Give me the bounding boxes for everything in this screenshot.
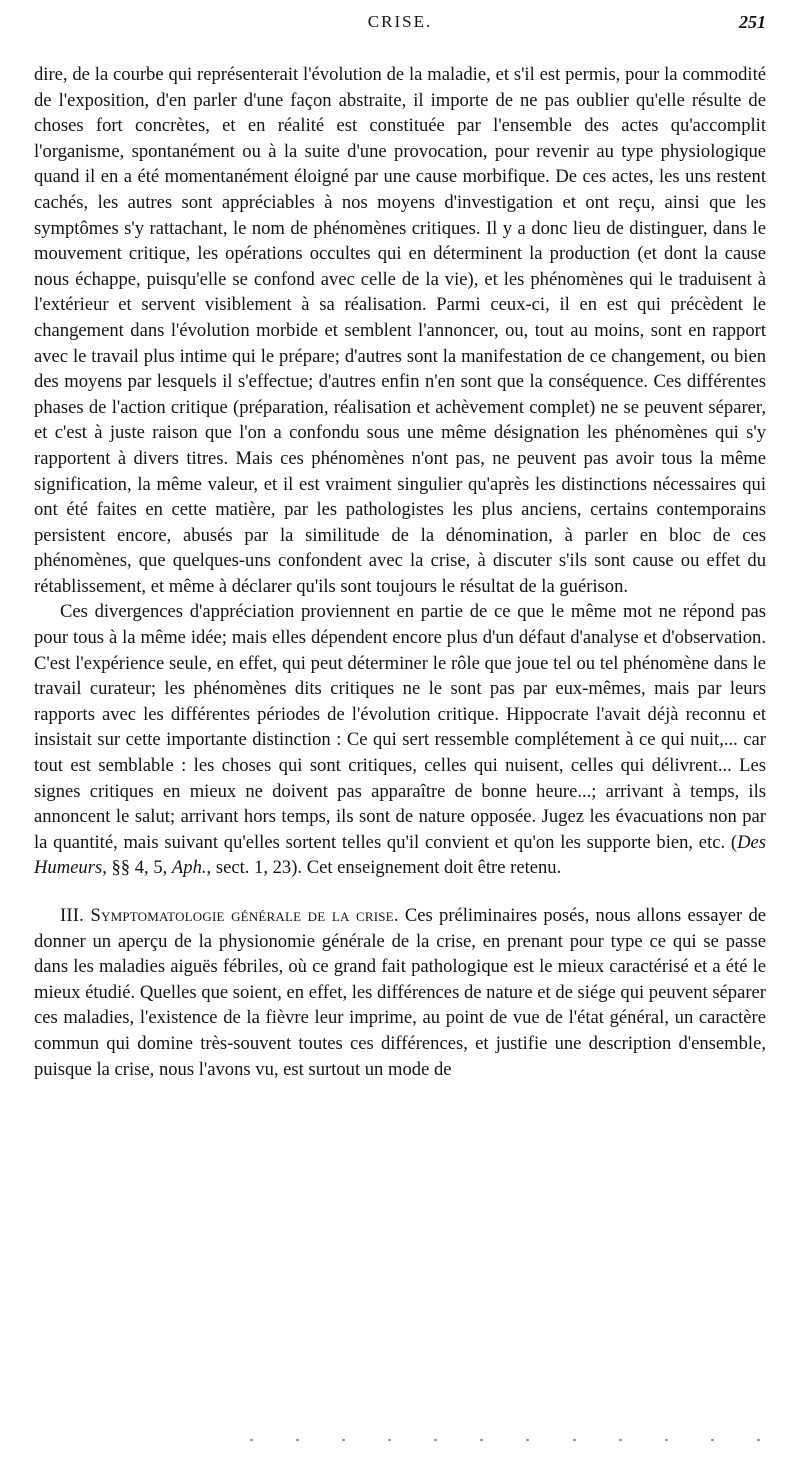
paragraph-text: Ces divergences d'appréciation proviennent en partie de ce que le même mot ne répond pas pour tous à la même idée; mais elles dépendent encore plus d'un défaut d'analyse et d'observation. C'est l'expérience seule, en effet, qui peut déterminer le rôle que joue tel ou tel phénomène dans le travail curateur; les phénomènes dits critiques ne le sont pas par eux-mêmes, mais par leurs rapports avec les différentes périodes de l'évolution critique. Hippocrate l'avait déjà reconnu et insistait sur cette importante distinction : Ce qui sert ressemble complétement à ce qui nuit,... car tout est semblable : les choses qui sont critiques, celles qui nuisent, celles qui délivrent... Les signes critiques en mieux ne doivent pas apparaître de bonne heure...; arrivant à temps, ils annoncent le salut; arrivant hors temps, ils sont de nature opposée. Jugez les évacuations non par la quantité, mais suivant qu'elles sortent telles qu'il convient et qu'on les supporte bien, etc. ( [34, 601, 766, 853]
section-heading: III. Symptomatologie générale de la crise. [60, 905, 399, 926]
paragraph-divergences [34, 599, 766, 881]
footer-specks [250, 1436, 760, 1444]
running-title: CRISE. [367, 12, 433, 31]
citation-sections: , §§ 4, 5, [102, 857, 172, 879]
paragraph-continued: dire, de la courbe qui représenterait l'évolution de la maladie, et s'il est permis, pour la commodité de l'exposition, d'en parler d'une façon abstraite, il importe de ne pas oublier qu'elle résulte de choses fort concrètes, et en réalité est constituée par l'ensemble des actes qu'accomplit l'organisme, spontanément ou à la suite d'une provocation, pour revenir au type physiologique quand il en a été momentanément éloigné par une cause morbifique. De ces actes, les uns restent cachés, les autres sont appréciables à nos moyens d'investigation et ont reçu, ainsi que les symptômes s'y rattachant, le nom de phénomènes critiques. Il y a donc lieu de distinguer, dans le mouvement critique, les opérations occultes qui en déterminent la production (et dont la cause nous échappe, puisqu'elle se confond avec celle de la vie), et les phénomènes qui le traduisent à l'extérieur et servent visiblement à sa réalisation. Parmi ceux-ci, il en est qui précèdent le changement dans l'évolution morbide et semblent l'annoncer, ou, tout au moins, sont en rapport avec le travail plus intime qui le prépare; d'autres sont la manifestation de ce changement, ou bien des moyens par lesquels il s'effectue; d'autres enfin n'en sont que la conséquence. Ces différentes phases de l'action critique (préparation, réalisation et achèvement complet) ne se peuvent séparer, et c'est à juste raison que l'on a confondu sous une même désignation les phénomènes qui s'y rapportent à divers titres. Mais ces phénomènes n'ont pas, ne peuvent pas avoir tous la même signification, la même valeur, et il est vraiment singulier qu'après les distinctions nécessaires qui ont été faites en cette matière, par les pathologistes les plus anciens, certains contemporains persistent encore, abusés par la similitude de la dénomination, à parler en bloc de ces phénomènes, que quelques-uns confondent avec la crise, à discuter s'ils sont cause ou effet du rétablissement, et même à déclarer qu'ils sont toujours le résultat de la guérison. [34, 64, 766, 597]
paragraph-text: Ces préliminaires posés, nous allons essayer de donner un aperçu de la physionomie générale de la crise, en prenant pour type ce qui se passe dans les maladies aiguës fébriles, où ce grand fait pathologique est le mieux caractérisé et a été le mieux étudié. Quelles que soient, en effet, les différences de nature et de siége qui peuvent séparer ces maladies, l'existence de la fièvre leur imprime, au point de vue de l'état général, un caractère commun qui domine très-souvent toutes ces différences, et justifie une description d'ensemble, puisque la crise, nous l'avons vu, est surtout un mode de [34, 905, 766, 1080]
body-text [34, 62, 766, 1082]
citation-work-title: Des Humeurs [34, 831, 766, 879]
running-head [34, 8, 766, 38]
citation-aphorisms: Aph. [171, 857, 207, 879]
paragraph-section-iii [34, 903, 766, 1082]
page-number: 251 [739, 12, 766, 32]
citation-end: , sect. 1, 23). Cet enseignement doit être retenu. [206, 857, 562, 879]
